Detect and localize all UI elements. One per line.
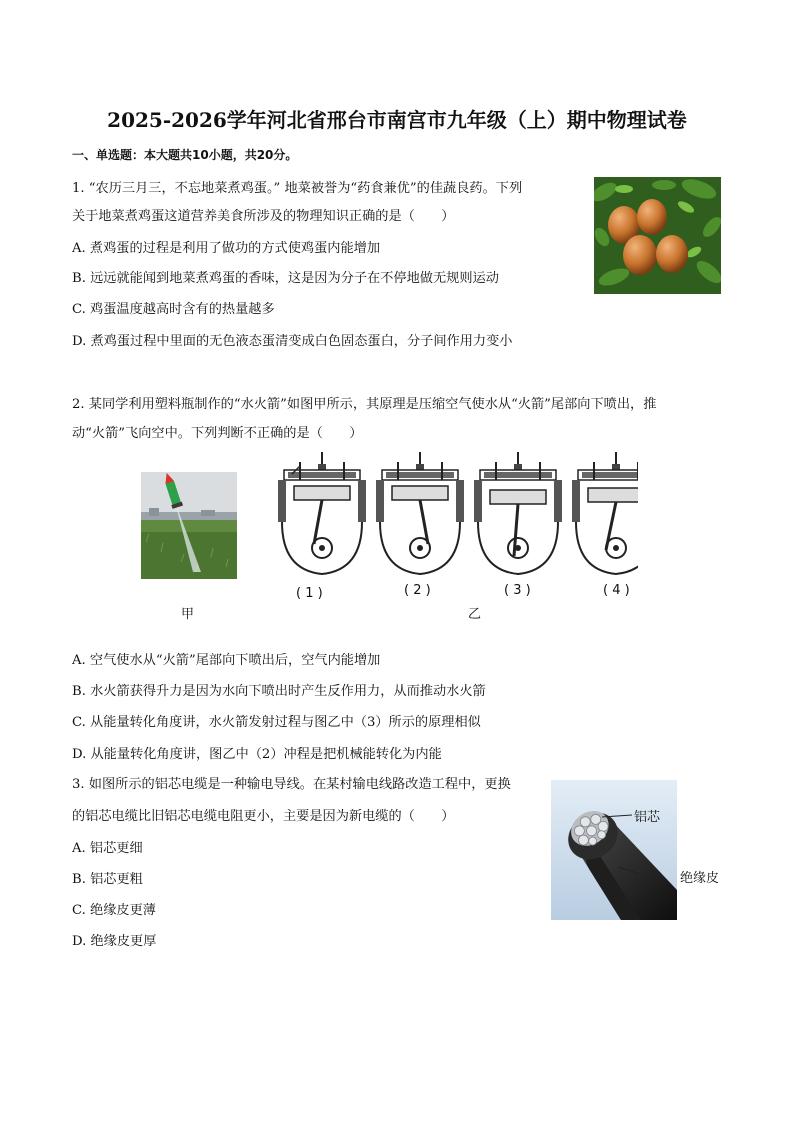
- q3-option-c: C. 绝缘皮更薄: [72, 903, 156, 918]
- q1-option-b: B. 远远就能闻到地菜煮鸡蛋的香味，这是因为分子在不停地做无规则运动: [72, 271, 499, 286]
- q3-option-d: D. 绝缘皮更厚: [72, 934, 157, 949]
- q2-option-d: D. 从能量转化角度讲，图乙中（2）冲程是把机械能转化为内能: [72, 747, 442, 762]
- q1-option-c: C. 鸡蛋温度越高时含有的热量越多: [72, 302, 275, 317]
- engine-label-3: ( 3 ): [504, 583, 531, 598]
- q2-option-c: C. 从能量转化角度讲，水火箭发射过程与图乙中（3）所示的原理相似: [72, 715, 481, 730]
- q1-stem-line1: 1. “农历三月三，不忘地菜煮鸡蛋。” 地菜被誉为“药食兼优”的佳蔬良药。下列: [72, 181, 523, 196]
- q3-option-a: A. 铝芯更细: [72, 841, 143, 856]
- section-heading: 一、单选题：本大题共10小题，共20分。: [72, 148, 298, 162]
- q2-option-a: A. 空气使水从“火箭”尾部向下喷出后，空气内能增加: [72, 653, 381, 668]
- water-rocket-photo: [141, 472, 237, 579]
- q1-option-d: D. 煮鸡蛋过程中里面的无色液态蛋清变成白色固态蛋白，分子间作用力变小: [72, 334, 513, 349]
- q2-stem-line2: 动“火箭”飞向空中。下列判断不正确的是（ ）: [72, 426, 363, 441]
- label-jia: 甲: [181, 607, 195, 622]
- engine-label-1: ( 1 ): [296, 586, 323, 601]
- q3-stem-line1: 3. 如图所示的铝芯电缆是一种输电导线。在某村输电线路改造工程中，更换: [72, 777, 511, 792]
- q2-option-b: B. 水火箭获得升力是因为水向下喷出时产生反作用力，从而推动水火箭: [72, 684, 486, 699]
- q3-stem-line2: 的铝芯电缆比旧铝芯电缆电阻更小，主要是因为新电缆的（ ）: [72, 809, 455, 824]
- q1-option-a: A. 煮鸡蛋的过程是利用了做功的方式使鸡蛋内能增加: [72, 241, 381, 256]
- page-title: 2025-2026学年河北省邢台市南宫市九年级（上）期中物理试卷: [107, 108, 687, 132]
- label-yi: 乙: [468, 607, 482, 622]
- q1-stem-line2: 关于地菜煮鸡蛋这道营养美食所涉及的物理知识正确的是（ ）: [72, 209, 455, 224]
- eggs-photo: [594, 177, 721, 294]
- engine-label-2: ( 2 ): [404, 583, 431, 598]
- q3-option-b: B. 铝芯更粗: [72, 872, 143, 887]
- engine-strokes-diagram: [268, 452, 638, 584]
- q2-stem-line1: 2. 某同学利用塑料瓶制作的“水火箭”如图甲所示，其原理是压缩空气使水从“火箭”尾部向下喷出，推: [72, 397, 657, 412]
- label-aluminum-core: 铝芯: [634, 810, 661, 825]
- label-insulation: 绝缘皮: [680, 871, 720, 886]
- engine-label-4: ( 4 ): [603, 583, 630, 598]
